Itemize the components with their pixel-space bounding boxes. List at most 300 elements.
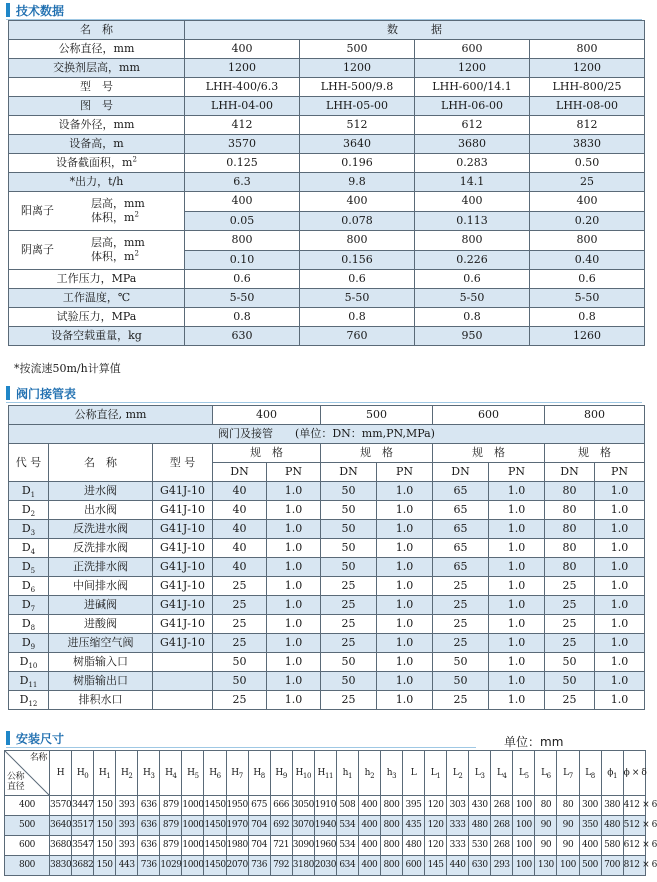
table-cell: 1.0 (489, 653, 545, 672)
table-cell: 5-50 (415, 289, 530, 308)
table-cell: 0.10 (185, 250, 300, 270)
table-row (9, 501, 645, 520)
table-cell: 800 (300, 231, 415, 251)
dn-header-value: 400 (213, 406, 321, 425)
table-cell: 40 (213, 520, 267, 539)
table-cell: 879 (160, 796, 182, 816)
table-cell: 0.113 (415, 211, 530, 231)
column-header-spec: 规 格 (545, 444, 645, 463)
table-cell: 1.0 (489, 539, 545, 558)
table-cell: 0.8 (300, 308, 415, 327)
table-cell: 5-50 (185, 289, 300, 308)
row-label: 图 号 (9, 97, 185, 116)
table-cell: 333 (447, 816, 469, 836)
table-row (9, 539, 645, 558)
table-cell: 0.6 (530, 270, 645, 289)
table-cell: 704 (248, 816, 270, 836)
table-cell: 800 (530, 40, 645, 59)
table-cell: 636 (138, 836, 160, 856)
table-cell: 1.0 (595, 691, 645, 710)
table-cell: 50 (433, 672, 489, 691)
table-cell: 50 (213, 653, 267, 672)
table-cell: 480 (403, 836, 425, 856)
table-cell: 0.283 (415, 154, 530, 173)
valve-name: 排积水口 (49, 691, 153, 710)
table-cell: 80 (557, 796, 579, 816)
column-header-pn: PN (489, 463, 545, 482)
table-cell: 0.8 (415, 308, 530, 327)
table-cell: 0.05 (185, 211, 300, 231)
section-header-tech (6, 2, 64, 18)
table-cell: 1.0 (377, 653, 433, 672)
group-name: 阳离子 (21, 204, 54, 217)
table-cell: 25 (530, 173, 645, 192)
table-cell: LHH-06-00 (415, 97, 530, 116)
table-cell: 800 (380, 856, 402, 876)
table-cell: 700 (601, 856, 623, 876)
row-label: 设备截面积，$m^2$ (9, 154, 185, 173)
valve-code: $D_6$ (9, 577, 49, 596)
table-cell: 1200 (530, 59, 645, 78)
table-row (9, 691, 645, 710)
table-cell: 3570 (50, 796, 72, 816)
column-header: $H_0$ (72, 751, 94, 796)
table-cell: 1.0 (595, 672, 645, 691)
table-row (9, 59, 645, 78)
table-cell: 3180 (292, 856, 314, 876)
group-sub-labels (91, 197, 145, 225)
table-cell: 800 (415, 231, 530, 251)
table-cell: 1450 (204, 796, 226, 816)
table-cell: 0.20 (530, 211, 645, 231)
table-cell: 25 (213, 596, 267, 615)
table-cell: 333 (447, 836, 469, 856)
column-header-spec: 规 格 (213, 444, 321, 463)
column-header-dn: DN (433, 463, 489, 482)
valve-name: 树脂输出口 (49, 672, 153, 691)
table-cell: 1.0 (377, 691, 433, 710)
table-row (9, 173, 645, 192)
table-row (9, 482, 645, 501)
row-label: 工作温度，℃ (9, 289, 185, 308)
dn-header-label: 公称直径, mm (9, 406, 213, 425)
column-header: $\phi_1$ (601, 751, 623, 796)
valve-name: 正洗排水阀 (49, 558, 153, 577)
section-marker (6, 386, 10, 400)
table-cell: 393 (116, 836, 138, 856)
table-cell: 400 (185, 192, 300, 212)
column-header-pn: PN (595, 463, 645, 482)
table-cell: 120 (425, 796, 447, 816)
row-label: 设备外径，mm (9, 116, 185, 135)
table-cell: 25 (321, 596, 377, 615)
table-cell: LHH-05-00 (300, 97, 415, 116)
table-cell: 393 (116, 816, 138, 836)
table-cell: 800 (380, 816, 402, 836)
table-cell: 0.078 (300, 211, 415, 231)
table-cell: 1.0 (489, 558, 545, 577)
table-row (9, 78, 645, 97)
table-cell: 350 (579, 816, 601, 836)
valve-table (8, 405, 645, 710)
table-cell: 130 (535, 856, 557, 876)
section-title: 阀门接管表 (16, 386, 77, 401)
table-cell: 5-50 (300, 289, 415, 308)
column-header: $h_2$ (358, 751, 380, 796)
table-cell: 1.0 (377, 558, 433, 577)
table-cell: 25 (545, 577, 595, 596)
valve-name: 反洗排水阀 (49, 539, 153, 558)
table-cell: 800 (530, 231, 645, 251)
table-cell: 812 × 6 (623, 856, 645, 876)
table-cell: 120 (425, 816, 447, 836)
column-header: ϕ × δ (623, 751, 645, 796)
table-cell: 400 (415, 192, 530, 212)
column-header: $h_3$ (380, 751, 402, 796)
dn-header-value: 600 (433, 406, 545, 425)
table-cell: 3570 (185, 135, 300, 154)
table-cell: 1.0 (595, 596, 645, 615)
table-cell: 25 (213, 615, 267, 634)
table-cell: 1000 (182, 816, 204, 836)
section-header-valve (6, 385, 76, 401)
table-cell: 1.0 (377, 615, 433, 634)
column-header: $L_7$ (557, 751, 579, 796)
table-cell: 800 (380, 796, 402, 816)
valve-model: G41J-10 (153, 539, 213, 558)
column-header: $H_1$ (94, 751, 116, 796)
table-cell: 0.156 (300, 250, 415, 270)
table-cell: 1.0 (489, 520, 545, 539)
column-header-data: 数 据 (185, 21, 645, 40)
column-header: $L_4$ (491, 751, 513, 796)
table-cell: 65 (433, 520, 489, 539)
table-cell: 3547 (72, 836, 94, 856)
table-cell: 1.0 (267, 672, 321, 691)
table-cell: 3640 (300, 135, 415, 154)
table-cell: LHH-08-00 (530, 97, 645, 116)
table-cell: 1940 (314, 816, 336, 836)
table-cell: 1.0 (267, 577, 321, 596)
table-cell: 721 (270, 836, 292, 856)
table-cell: 25 (545, 596, 595, 615)
table-row (9, 653, 645, 672)
row-group-label (9, 192, 185, 231)
table-cell: 630 (185, 327, 300, 346)
table-cell: 0.125 (185, 154, 300, 173)
table-cell: 692 (270, 816, 292, 836)
column-header: H (50, 751, 72, 796)
valve-code: $D_3$ (9, 520, 49, 539)
table-cell: 25 (433, 615, 489, 634)
table-row (5, 856, 646, 876)
table-cell: 630 (469, 856, 491, 876)
table-cell: 9.8 (300, 173, 415, 192)
dn-header-value: 500 (321, 406, 433, 425)
group-sub-label: 体积，$m^2$ (91, 210, 139, 224)
table-cell: 1000 (182, 856, 204, 876)
table-cell: 1.0 (267, 615, 321, 634)
column-header: $L_6$ (535, 751, 557, 796)
table-row (9, 192, 645, 212)
column-header-spec: 规 格 (321, 444, 433, 463)
table-cell: 500 (579, 856, 601, 876)
table-cell: 1450 (204, 816, 226, 836)
table-row (9, 135, 645, 154)
table-cell: 1.0 (267, 691, 321, 710)
table-cell: 25 (213, 577, 267, 596)
table-cell: 0.6 (415, 270, 530, 289)
table-cell: 50 (321, 653, 377, 672)
column-header: $H_6$ (204, 751, 226, 796)
table-cell: 40 (213, 558, 267, 577)
column-header-dn: DN (545, 463, 595, 482)
table-cell: 675 (248, 796, 270, 816)
column-header-name: 名 称 (9, 21, 185, 40)
table-cell: 1.0 (489, 691, 545, 710)
table-cell: 25 (213, 634, 267, 653)
table-cell: 1200 (300, 59, 415, 78)
table-cell: 0.226 (415, 250, 530, 270)
table-cell: 1.0 (595, 482, 645, 501)
table-cell: 150 (94, 796, 116, 816)
table-cell: 1.0 (595, 558, 645, 577)
table-cell: 1980 (226, 836, 248, 856)
table-cell: 90 (535, 816, 557, 836)
table-cell: 1450 (204, 856, 226, 876)
table-cell: 1910 (314, 796, 336, 816)
table-cell: 1.0 (377, 672, 433, 691)
valve-model (153, 653, 213, 672)
group-sub-labels (91, 236, 145, 264)
table-cell: 440 (447, 856, 469, 876)
table-cell: 25 (213, 691, 267, 710)
table-cell: 580 (601, 836, 623, 856)
row-label: 设备空载重量，kg (9, 327, 185, 346)
valve-code: $D_7$ (9, 596, 49, 615)
section-marker (6, 731, 10, 745)
table-cell: 268 (491, 836, 513, 856)
table-row (9, 596, 645, 615)
table-cell: 430 (469, 796, 491, 816)
column-header: $H_{10}$ (292, 751, 314, 796)
table-cell: 3830 (530, 135, 645, 154)
column-header: $H_8$ (248, 751, 270, 796)
table-cell: 50 (321, 501, 377, 520)
table-cell: 1.0 (377, 482, 433, 501)
table-cell: 400 (300, 192, 415, 212)
table-cell: 50 (545, 672, 595, 691)
table-cell: 1960 (314, 836, 336, 856)
table-cell: 612 × 6 (623, 836, 645, 856)
row-label: *出力，t/h (9, 173, 185, 192)
table-cell: 500 (300, 40, 415, 59)
table-cell: 435 (403, 816, 425, 836)
table-cell: 25 (321, 634, 377, 653)
table-cell: 1.0 (267, 520, 321, 539)
table-cell: 1.0 (489, 577, 545, 596)
table-cell: 80 (545, 501, 595, 520)
table-cell: 1.0 (595, 501, 645, 520)
table-cell: 1.0 (595, 634, 645, 653)
table-cell: 25 (433, 634, 489, 653)
row-label: 设备高，m (9, 135, 185, 154)
table-cell: 480 (601, 816, 623, 836)
table-cell: 1.0 (595, 615, 645, 634)
table-row (9, 40, 645, 59)
table-row (9, 270, 645, 289)
table-cell: 3447 (72, 796, 94, 816)
table-cell: 400 (358, 836, 380, 856)
table-cell: 512 × 6 (623, 816, 645, 836)
valve-model: G41J-10 (153, 577, 213, 596)
table-cell: 6.3 (185, 173, 300, 192)
row-label: 试验压力，MPa (9, 308, 185, 327)
row-label: 600 (5, 836, 50, 856)
column-header-name: 名 称 (49, 444, 153, 482)
table-cell: 25 (433, 691, 489, 710)
table-cell: LHH-400/6.3 (185, 78, 300, 97)
table-cell: 636 (138, 816, 160, 836)
column-header: $H_3$ (138, 751, 160, 796)
table-cell: 293 (491, 856, 513, 876)
table-cell: 400 (358, 796, 380, 816)
table-cell: 145 (425, 856, 447, 876)
table-cell: 14.1 (415, 173, 530, 192)
table-row (9, 672, 645, 691)
table-cell: 1.0 (377, 520, 433, 539)
table-cell: 90 (535, 836, 557, 856)
table-cell: 80 (545, 520, 595, 539)
valve-name: 反洗进水阀 (49, 520, 153, 539)
table-cell: 3050 (292, 796, 314, 816)
section-title: 安装尺寸 (16, 731, 65, 746)
table-cell: 3090 (292, 836, 314, 856)
table-row (5, 836, 646, 856)
table-cell: 1.0 (267, 596, 321, 615)
table-cell: 879 (160, 816, 182, 836)
table-row (9, 520, 645, 539)
table-cell: 3640 (50, 816, 72, 836)
table-cell: 792 (270, 856, 292, 876)
group-sub-label: 层高，mm (91, 197, 145, 210)
table-row (5, 816, 646, 836)
table-cell: 1.0 (595, 653, 645, 672)
row-group-label (9, 231, 185, 270)
table-row (9, 154, 645, 173)
table-cell: 50 (321, 558, 377, 577)
table-cell: 1.0 (489, 482, 545, 501)
column-header: $L_8$ (579, 751, 601, 796)
table-cell: 40 (213, 482, 267, 501)
table-row (9, 634, 645, 653)
table-cell: 1950 (226, 796, 248, 816)
table-cell: 1.0 (489, 634, 545, 653)
group-sub-label: 层高，mm (91, 236, 145, 249)
table-cell: 1.0 (377, 539, 433, 558)
table-cell: 303 (447, 796, 469, 816)
valve-code: $D_4$ (9, 539, 49, 558)
table-cell: 1.0 (595, 577, 645, 596)
tech-data-table (8, 20, 645, 346)
table-cell: 1.0 (267, 653, 321, 672)
column-header-dn: DN (321, 463, 377, 482)
valve-model (153, 672, 213, 691)
install-table (4, 750, 657, 876)
table-cell: 1200 (415, 59, 530, 78)
table-cell: 636 (138, 796, 160, 816)
valve-model: G41J-10 (153, 501, 213, 520)
table-cell: 268 (491, 796, 513, 816)
table-cell: 1200 (185, 59, 300, 78)
section-header-install (6, 730, 64, 746)
column-header: L (403, 751, 425, 796)
table-cell: 1.0 (377, 596, 433, 615)
table-cell: 0.8 (185, 308, 300, 327)
table-cell: 530 (469, 836, 491, 856)
table-cell: 50 (433, 653, 489, 672)
table-row (9, 97, 645, 116)
table-cell: 534 (336, 836, 358, 856)
table-cell: 25 (545, 615, 595, 634)
table-cell: 50 (321, 482, 377, 501)
table-cell: 512 (300, 116, 415, 135)
row-label: 工作压力，MPa (9, 270, 185, 289)
table-cell: 25 (321, 615, 377, 634)
table-cell: 2030 (314, 856, 336, 876)
table-row (9, 577, 645, 596)
table-cell: 704 (248, 836, 270, 856)
table-cell: LHH-800/25 (530, 78, 645, 97)
table-cell: 65 (433, 501, 489, 520)
column-header: $H_5$ (182, 751, 204, 796)
table-cell: 25 (321, 691, 377, 710)
table-cell: 1.0 (595, 520, 645, 539)
table-cell: 0.6 (185, 270, 300, 289)
table-cell: 0.8 (530, 308, 645, 327)
table-cell: 0.40 (530, 250, 645, 270)
table-cell: 3070 (292, 816, 314, 836)
table-cell: 120 (425, 836, 447, 856)
table-cell: 400 (358, 856, 380, 876)
table-cell: 150 (94, 856, 116, 876)
dn-header-row (9, 406, 645, 425)
table-row (9, 308, 645, 327)
valve-code: $D_{11}$ (9, 672, 49, 691)
valve-subtitle: 阀门及接管 (单位：DN：mm,PN,MPa) (9, 425, 645, 444)
table-cell: LHH-600/14.1 (415, 78, 530, 97)
table-cell: 65 (433, 558, 489, 577)
row-label: 400 (5, 796, 50, 816)
table-cell: 80 (545, 539, 595, 558)
table-cell: 3517 (72, 816, 94, 836)
table-cell: 600 (403, 856, 425, 876)
table-cell: 879 (160, 836, 182, 856)
table-cell: 3682 (72, 856, 94, 876)
table-cell: 800 (185, 231, 300, 251)
table-row (9, 289, 645, 308)
column-header-spec: 规 格 (433, 444, 545, 463)
table-cell: 1.0 (377, 634, 433, 653)
table-cell: 1.0 (267, 634, 321, 653)
table-cell: 400 (579, 836, 601, 856)
unit-label: 单位：mm (504, 735, 564, 749)
table-cell: 760 (300, 327, 415, 346)
table-cell: 300 (579, 796, 601, 816)
corner-dn: 公称 直径 (7, 772, 25, 792)
table-row (9, 558, 645, 577)
valve-name: 树脂输入口 (49, 653, 153, 672)
